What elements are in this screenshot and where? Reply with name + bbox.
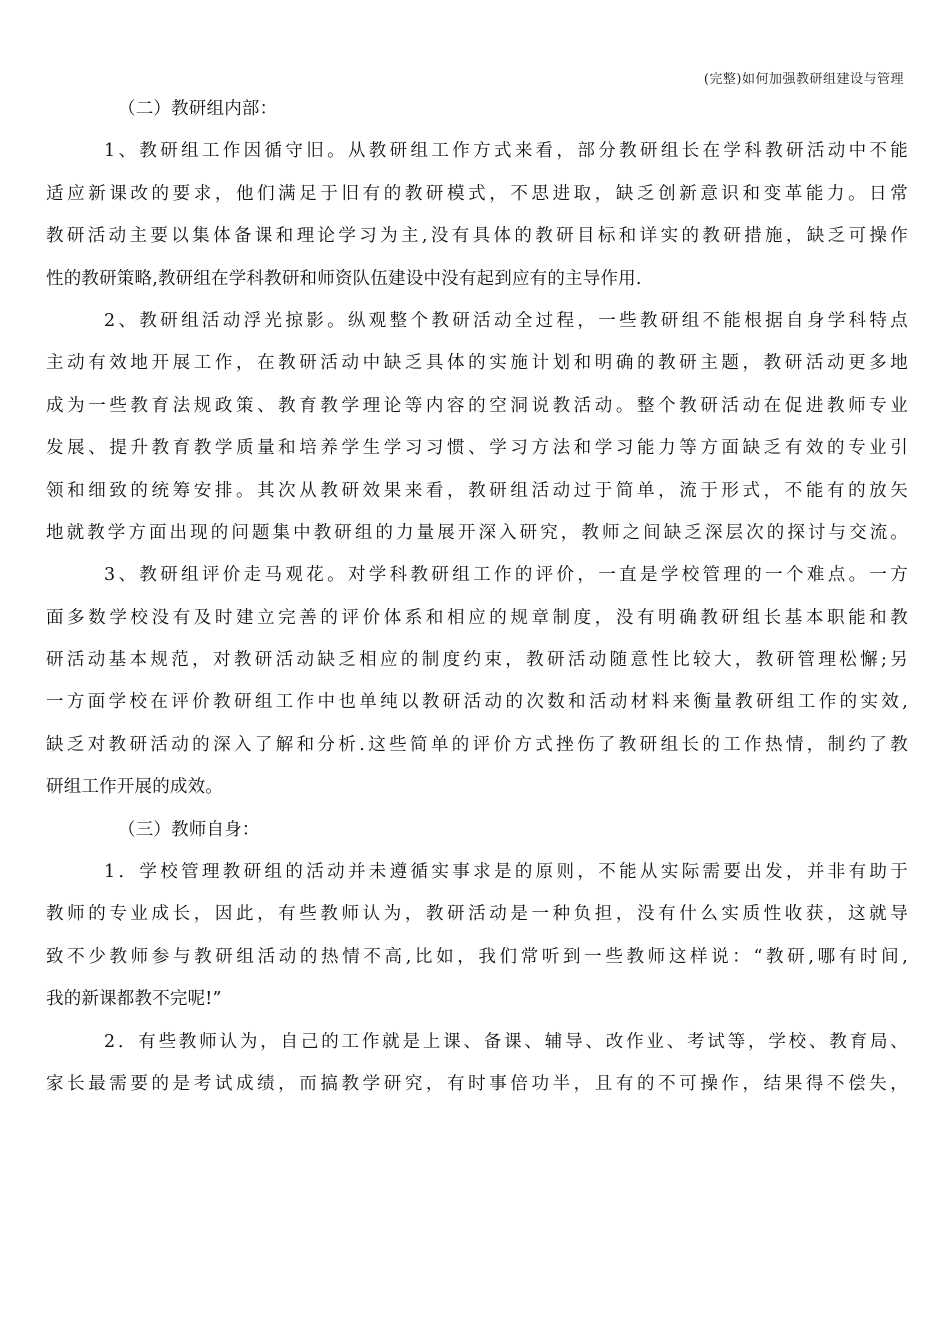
text-line: 研活动基本规范，对教研活动缺乏相应的制度约束，教研活动随意性比较大，教研管理松懈;另 xyxy=(46,650,908,671)
paragraph-3-1 xyxy=(46,851,908,1021)
text-line: 1、教研组工作因循守旧。从教研组工作方式来看，部分教研组长在学科教研活动中不能 xyxy=(104,141,908,162)
text-line: 缺乏对教研活动的深入了解和分析.这些简单的评价方式挫伤了教研组长的工作热情，制约了教 xyxy=(46,734,908,755)
text-line: 教师的专业成长，因此，有些教师认为，教研活动是一种负担，没有什么实质性收获，这就导 xyxy=(46,904,908,925)
section-heading-2: （二）教研组内部： xyxy=(118,99,278,119)
text-line: 适应新课改的要求，他们满足于旧有的教研模式，不思进取，缺乏创新意识和变革能力。日常 xyxy=(46,183,908,204)
text-line: 性的教研策略,教研组在学科教研和师资队伍建设中没有起到应有的主导作用. xyxy=(46,268,642,289)
text-line: 2．有些教师认为，自己的工作就是上课、备课、辅导、改作业、考试等，学校、教育局、 xyxy=(104,1031,908,1052)
paragraph-2-3 xyxy=(46,554,908,808)
paragraph-2-1 xyxy=(46,130,908,300)
text-line: 发展、提升教育教学质量和培养学生学习习惯、学习方法和学习能力等方面缺乏有效的专业引 xyxy=(46,438,908,459)
text-line: 主动有效地开展工作，在教研活动中缺乏具体的实施计划和明确的教研主题，教研活动更多地 xyxy=(46,353,908,374)
text-line: 研组工作开展的成效。 xyxy=(46,777,223,798)
text-line: 成为一些教育法规政策、教育教学理论等内容的空洞说教活动。整个教研活动在促进教师专业 xyxy=(46,395,908,416)
text-line: 地就教学方面出现的问题集中教研组的力量展开深入研究，教师之间缺乏深层次的探讨与交流。 xyxy=(46,522,908,543)
text-line: 致不少教师参与教研组活动的热情不高,比如，我们常听到一些教师这样说：“教研,哪有时间, xyxy=(46,946,908,967)
paragraph-3-2 xyxy=(46,1021,908,1106)
text-line: 1．学校管理教研组的活动并未遵循实事求是的原则，不能从实际需要出发，并非有助于 xyxy=(104,862,908,883)
document-body xyxy=(46,88,908,1105)
section-heading-3: （三）教师自身： xyxy=(118,819,260,840)
text-line: 面多数学校没有及时建立完善的评价体系和相应的规章制度，没有明确教研组长基本职能和教 xyxy=(46,607,908,628)
text-line: 2、教研组活动浮光掠影。纵观整个教研活动全过程，一些教研组不能根据自身学科特点 xyxy=(104,310,908,331)
text-line: 家长最需要的是考试成绩，而搞教学研究，有时事倍功半，且有的不可操作，结果得不偿失， xyxy=(46,1073,908,1094)
paragraph-2-2 xyxy=(46,300,908,554)
text-line: 领和细致的统筹安排。其次从教研效果来看，教研组活动过于简单，流于形式，不能有的放矢 xyxy=(46,480,908,501)
text-line: 一方面学校在评价教研组工作中也单纯以教研活动的次数和活动材料来衡量教研组工作的实效, xyxy=(46,692,908,713)
text-line: 3、教研组评价走马观花。对学科教研组工作的评价，一直是学校管理的一个难点。一方 xyxy=(104,565,908,586)
text-line: 教研活动主要以集体备课和理论学习为主,没有具体的教研目标和详实的教研措施，缺乏可操作 xyxy=(46,226,908,247)
running-header: (完整)如何加强教研组建设与管理 xyxy=(703,72,904,87)
text-line: 我的新课都教不完呢!” xyxy=(46,989,222,1010)
